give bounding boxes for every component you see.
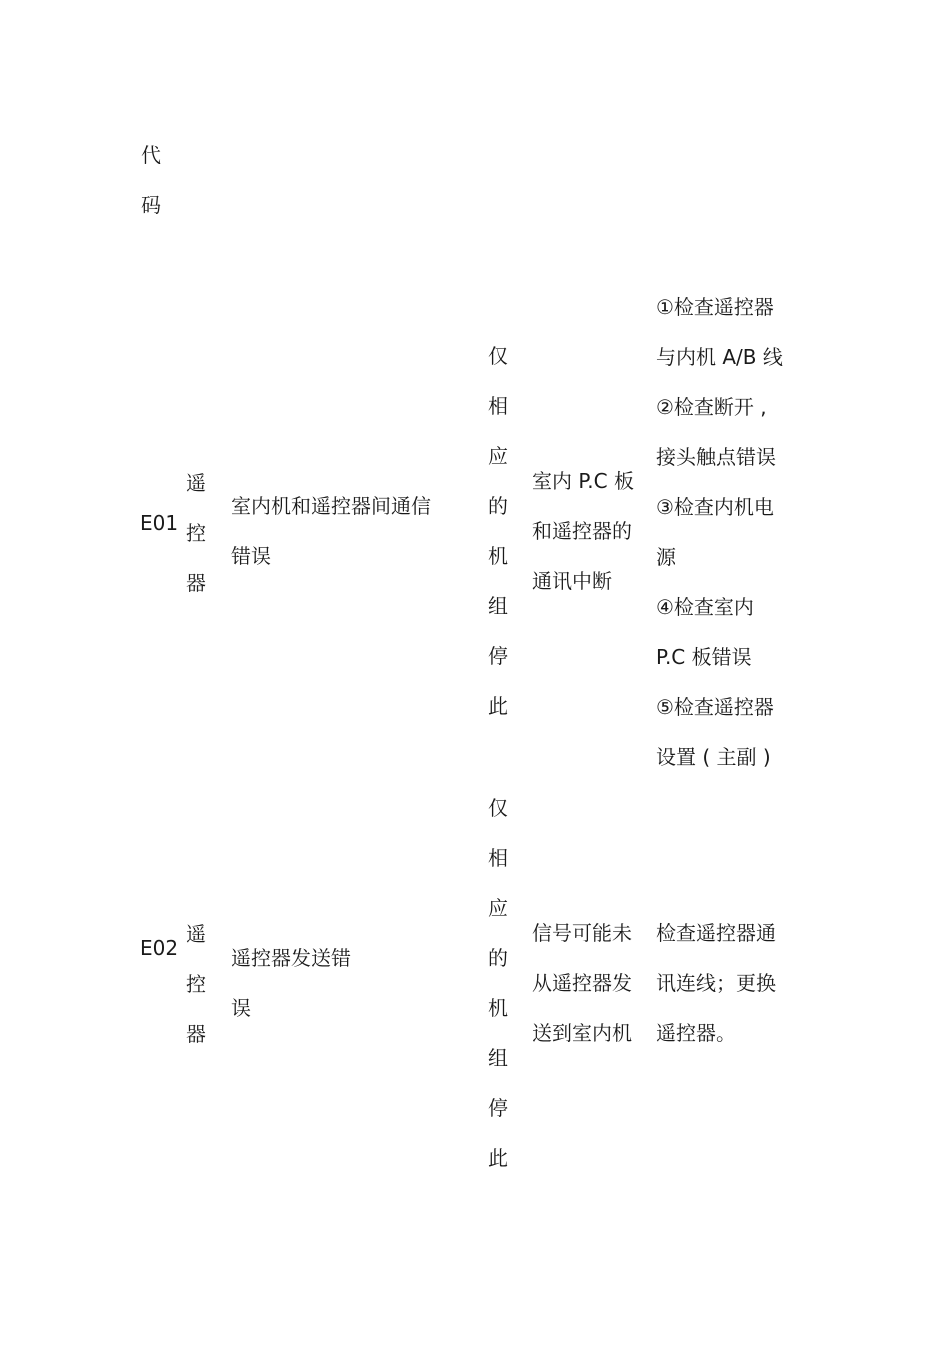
location-char: 遥 [186,922,206,946]
effect-char: 此 [488,694,508,718]
fault-effect [488,331,508,731]
location-char: 器 [186,571,206,595]
effect-char: 仅 [488,796,508,820]
cause-line: 从遥控器发 [532,971,632,995]
effect-char: 停 [488,1096,508,1120]
effect-char: 相 [488,846,508,870]
solution-line: 源 [656,545,676,569]
effect-char: 的 [488,494,508,518]
cause-line: 和遥控器的 [532,519,632,543]
fault-cause [532,908,632,1058]
header-char: 码 [141,193,161,217]
effect-char: 相 [488,394,508,418]
fault-effect [488,783,508,1183]
error-code: E01 [140,511,179,535]
code-column-header [141,130,161,230]
solution-line: 接头触点错误 [656,445,776,469]
cause-line: 通讯中断 [532,569,612,593]
solution-line: ③检查内机电 [656,495,774,519]
effect-char: 应 [488,896,508,920]
location-char: 控 [186,972,206,996]
effect-char: 停 [488,644,508,668]
fault-description [231,933,351,1033]
fault-location [186,909,206,1059]
header-char: 代 [141,143,161,167]
description-line: 遥控器发送错 [231,946,351,970]
location-char: 控 [186,521,206,545]
solution-line: 讯连线；更换 [656,971,776,995]
solution-line: 遥控器。 [656,1021,736,1045]
fault-solution [656,282,783,782]
solution-line: ④检查室内 [656,595,754,619]
solution-line: 与内机 A/B 线 [656,345,783,369]
effect-char: 组 [488,1046,508,1070]
solution-line: ②检查断开 , [656,395,767,419]
cause-line: 信号可能未 [532,921,632,945]
error-code: E02 [140,936,179,960]
fault-cause [532,456,634,606]
effect-char: 此 [488,1146,508,1170]
description-line: 错误 [231,544,271,568]
effect-char: 机 [488,544,508,568]
solution-line: 检查遥控器通 [656,921,776,945]
location-char: 器 [186,1022,206,1046]
effect-char: 应 [488,444,508,468]
location-char: 遥 [186,471,206,495]
solution-line: 设置 ( 主副 ) [656,745,771,769]
description-line: 室内机和遥控器间通信 [231,494,431,518]
cause-line: 室内 P.C 板 [532,469,634,493]
effect-char: 组 [488,594,508,618]
effect-char: 的 [488,946,508,970]
fault-location [186,458,206,608]
cause-line: 送到室内机 [532,1021,632,1045]
fault-description [231,481,431,581]
effect-char: 仅 [488,344,508,368]
fault-solution [656,908,776,1058]
solution-line: ⑤检查遥控器 [656,695,774,719]
description-line: 误 [231,996,251,1020]
solution-line: ①检查遥控器 [656,295,774,319]
effect-char: 机 [488,996,508,1020]
solution-line: P.C 板错误 [656,645,752,669]
